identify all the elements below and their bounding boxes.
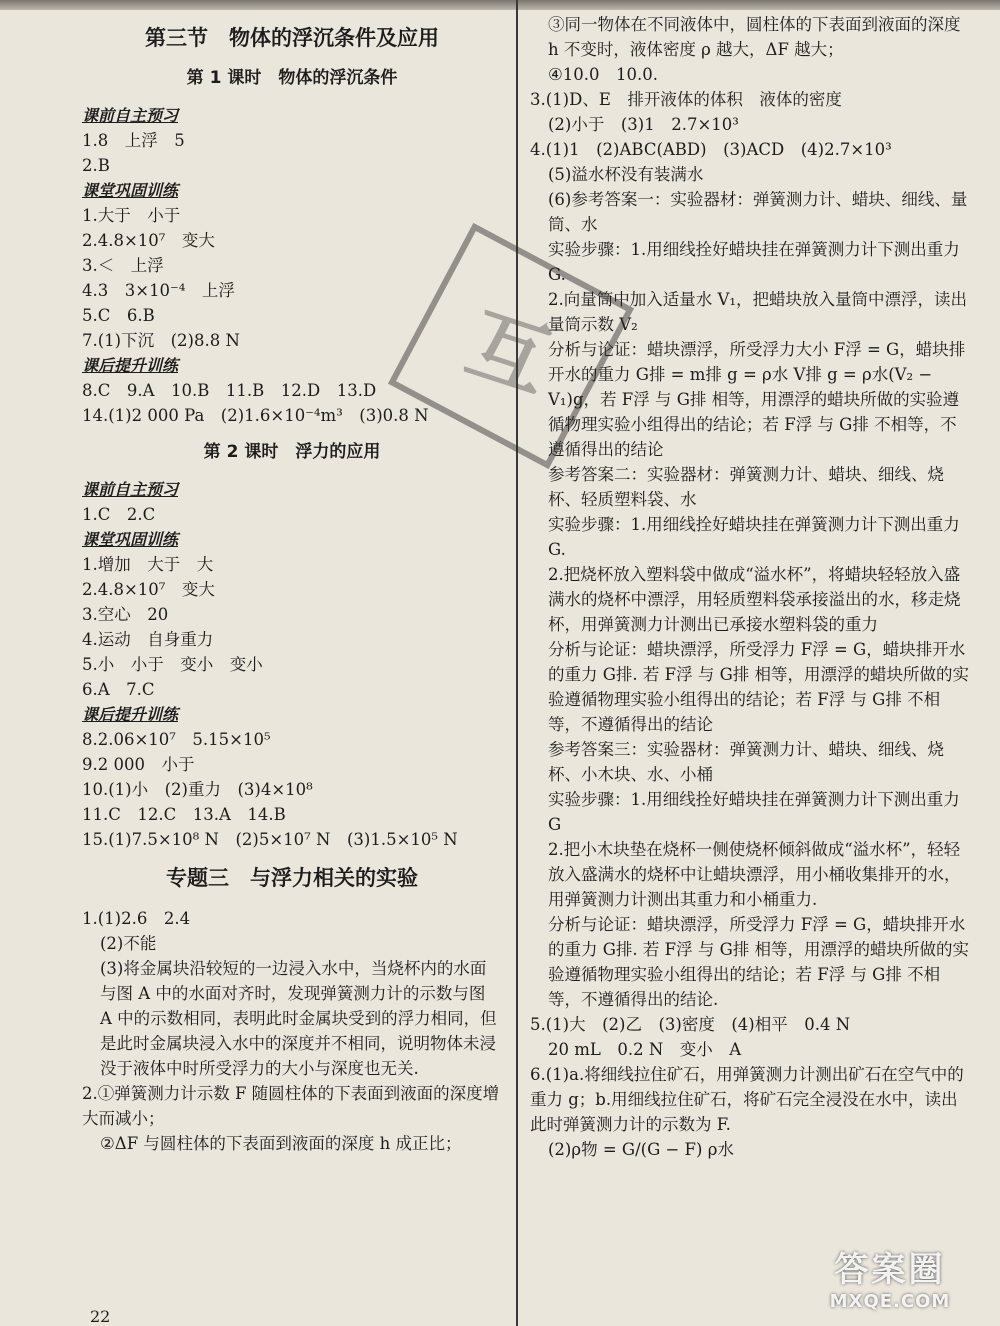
lesson-1-title: 第 1 课时 物体的浮沉条件	[186, 68, 398, 88]
answer-paragraph: 2.向量筒中加入适量水 V₁，把蜡块放入量筒中漂浮，读出量筒示数 V₂	[548, 290, 968, 334]
left-column	[82, 12, 502, 1156]
subsection-heading: 课后提升训练	[82, 705, 179, 724]
answer-line: 4.3 3×10⁻⁴ 上浮	[82, 281, 235, 300]
formula-line: (2)ρ物 = G/(G − F) ρ水	[548, 1140, 734, 1159]
answer-list	[82, 906, 502, 931]
answer-line: 2.4.8×10⁷ 变大	[82, 231, 215, 250]
answer-paragraph: ③同一物体在不同液体中，圆柱体的下表面到液面的深度 h 不变时，液体密度 ρ 越大，ΔF 越大；	[548, 15, 966, 59]
page-top-edge	[0, 0, 1000, 10]
answer-paragraph: 5.(1)大 (2)乙 (3)密度 (4)相平 0.4 N	[530, 1015, 851, 1034]
answer-paragraph: 实验步骤：1.用细线拴好蜡块挂在弹簧测力计下测出重力 G	[548, 790, 965, 834]
answer-line: (2)不能	[100, 934, 157, 953]
answer-line: 5.C 6.B	[82, 306, 155, 325]
subsection-heading: 课后提升训练	[82, 356, 179, 375]
section-title: 第三节 物体的浮沉条件及应用	[145, 26, 439, 50]
answer-paragraph: 分析与论证：蜡块漂浮，所受浮力大小 F浮 = G，蜡块排开水的重力 G排 = m排 g = ρ水 V排 g = ρ水(V₂ − V₁)g，若 F浮 与 G排 相等，用漂浮的蜡块所做的实验遵循物理实验小组得出的结论；若 F浮 与 G排 不相等，不遵循得出的结论	[548, 340, 966, 459]
answer-line: 8.2.06×10⁷ 5.15×10⁵	[82, 730, 271, 749]
watermark-text: 答案圈	[834, 1250, 946, 1290]
answer-list	[82, 128, 502, 178]
watermark-url: MXQE.COM	[829, 1291, 951, 1312]
answer-paragraph: 实验步骤：1.用细线拴好蜡块挂在弹簧测力计下测出重力 G.	[548, 240, 965, 284]
answer-line: 14.(1)2 000 Pa (2)1.6×10⁻⁴m³ (3)0.8 N	[82, 406, 429, 425]
answer-paragraph: 20 mL 0.2 N 变小 A	[548, 1040, 742, 1059]
watermark-logo	[790, 1236, 990, 1318]
answer-list	[82, 727, 502, 852]
answer-list	[82, 552, 502, 702]
answer-paragraph: 6.(1)a.将细线拉住矿石，用弹簧测力计测出矿石在空气中的重力 g；b.用细线拉住矿石，将矿石完全浸没在水中，读出此时弹簧测力计的示数为 F.	[530, 1065, 964, 1134]
right-column	[530, 12, 970, 1162]
answer-line: 15.(1)7.5×10⁸ N (2)5×10⁷ N (3)1.5×10⁵ N	[82, 830, 458, 849]
subsection-heading: 课堂巩固训练	[82, 530, 179, 549]
answer-line: 1.(1)2.6 2.4	[82, 909, 191, 928]
answer-line: 2.B	[82, 156, 110, 175]
answer-line: 2.4.8×10⁷ 变大	[82, 580, 215, 599]
answer-line: 4.运动 自身重力	[82, 630, 214, 649]
answer-line: 8.C 9.A 10.B 11.B 12.D 13.D	[82, 381, 377, 400]
subsection-heading: 课前自主预习	[82, 106, 179, 125]
answer-line: 1.增加 大于 大	[82, 555, 214, 574]
answer-line: 1.大于 小于	[82, 206, 181, 225]
column-divider	[516, 0, 518, 1326]
answer-line: 1.8 上浮 5	[82, 131, 185, 150]
answer-paragraph: 2.①弹簧测力计示数 F 随圆柱体的下表面到液面的深度增大而减小；	[82, 1084, 500, 1128]
topic-title: 专题三 与浮力相关的实验	[166, 866, 418, 890]
answer-paragraph: ②ΔF 与圆柱体的下表面到液面的深度 h 成正比；	[100, 1134, 462, 1153]
answer-paragraph: 分析与论证：蜡块漂浮，所受浮力 F浮 = G，蜡块排开水的重力 G排. 若 F浮 与 G排 相等，用漂浮的蜡块所做的实验遵循物理实验小组得出的结论；若 F浮 与 G排 不相等，不遵循得出的结论.	[548, 915, 970, 1009]
answer-line: 6.A 7.C	[82, 680, 155, 699]
answer-paragraph: 参考答案二：实验器材：弹簧测力计、蜡块、细线、烧杯、轻质塑料袋、水	[548, 465, 944, 509]
answer-paragraph: 4.(1)1 (2)ABC(ABD) (3)ACD (4)2.7×10³	[530, 140, 892, 159]
answer-line: 3.空心 20	[82, 605, 169, 624]
stamp-mark-icon: 互	[388, 223, 634, 469]
page-number: 22	[90, 1307, 111, 1326]
answer-line: 10.(1)小 (2)重力 (3)4×10⁸	[82, 780, 313, 799]
answer-line: 11.C 12.C 13.A 14.B	[82, 805, 286, 824]
answer-paragraph: 实验步骤：1.用细线拴好蜡块挂在弹簧测力计下测出重力 G.	[548, 515, 965, 559]
answer-list	[82, 931, 502, 956]
answer-paragraph: (2)小于 (3)1 2.7×10³	[548, 115, 739, 134]
answer-paragraph: 参考答案三：实验器材：弹簧测力计、蜡块、细线、烧杯、小木块、水、小桶	[548, 740, 944, 784]
answer-paragraph: 2.把烧杯放入塑料袋中做成“溢水杯”，将蜡块轻轻放入盛满水的烧杯中漂浮，用轻质塑料袋承接溢出的水，移走烧杯，用弹簧测力计测出已承接水塑料袋的重力	[548, 565, 961, 634]
answer-paragraph: 3.(1)D、E 排开液体的体积 液体的密度	[530, 90, 842, 109]
answer-list	[82, 502, 502, 527]
answer-line: 7.(1)下沉 (2)8.8 N	[82, 331, 240, 350]
answer-paragraph: 2.把小木块垫在烧杯一侧使烧杯倾斜做成“溢水杯”，轻轻放入盛满水的烧杯中让蜡块漂浮，用小桶收集排开的水，用弹簧测力计测出其重力和小桶重力.	[548, 840, 961, 909]
answer-paragraph: ④10.0 10.0.	[548, 65, 659, 84]
answer-paragraph: (6)参考答案一：实验器材：弹簧测力计、蜡块、细线、量筒、水	[548, 190, 968, 234]
answer-line: 1.C 2.C	[82, 505, 156, 524]
subsection-heading: 课堂巩固训练	[82, 181, 179, 200]
answer-line: 3.＜ 上浮	[82, 256, 164, 275]
lesson-2-title: 第 2 课时 浮力的应用	[203, 442, 381, 462]
answer-paragraph: (5)溢水杯没有装满水	[548, 165, 704, 184]
subsection-heading: 课前自主预习	[82, 480, 179, 499]
answer-line: 9.2 000 小于	[82, 755, 195, 774]
answer-paragraph: (3)将金属块沿较短的一边浸入水中，当烧杯内的水面与图 A 中的水面对齐时，发现弹簧测力计的示数与图 A 中的示数相同，表明此时金属块受到的浮力相同，但是此时金属块浸入水中的深度并不相同，说明物体未浸没于液体中时所受浮力的大小与深度也无关.	[100, 959, 497, 1078]
answer-paragraph: 分析与论证：蜡块漂浮，所受浮力 F浮 = G，蜡块排开水的重力 G排. 若 F浮 与 G排 相等，用漂浮的蜡块所做的实验遵循物理实验小组得出的结论；若 F浮 与 G排 不相等，不遵循得出的结论	[548, 640, 970, 734]
answer-line: 5.小 小于 变小 变小	[82, 655, 263, 674]
